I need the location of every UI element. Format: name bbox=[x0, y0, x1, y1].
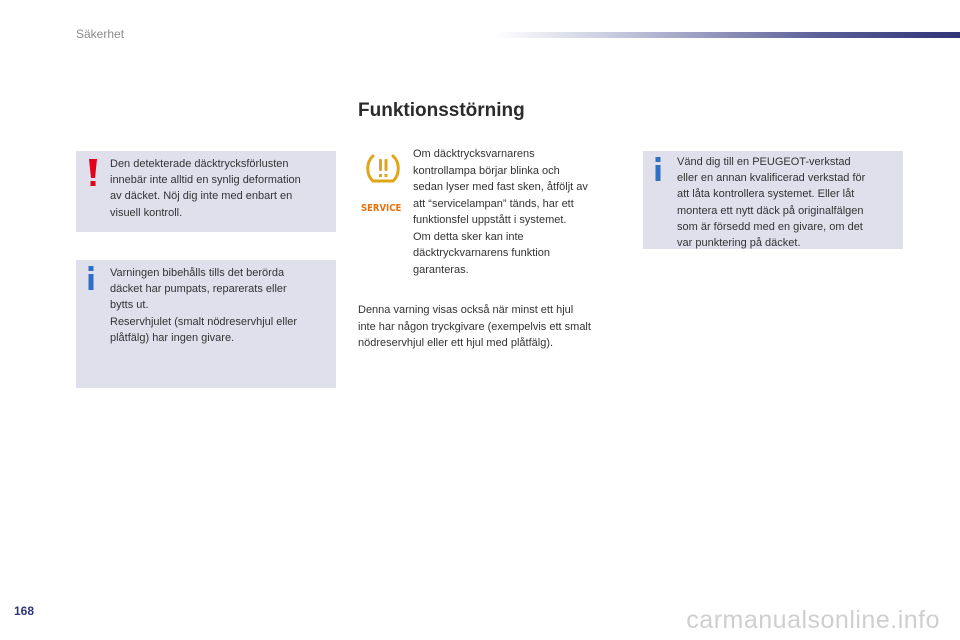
section-title: Säkerhet bbox=[76, 27, 125, 41]
info-line: att låta kontrollera systemet. Eller låt bbox=[677, 188, 855, 201]
info-text-left bbox=[110, 265, 297, 346]
info-line: Reservhjulet (smalt nödreservhjul eller bbox=[110, 315, 298, 328]
page-number: 168 bbox=[14, 604, 35, 618]
paragraph-line: att “servicelampan” tänds, har ett bbox=[413, 197, 574, 210]
info-line: däcket har pumpats, reparerats eller bbox=[110, 283, 287, 296]
sensor-note-paragraph bbox=[358, 302, 591, 352]
page-heading: Funktionsstörning bbox=[358, 100, 525, 121]
service-warning-icon bbox=[361, 203, 405, 216]
info-line: Varningen bibehålls tills det berörda bbox=[110, 267, 285, 279]
paragraph-line: Om detta sker kan inte bbox=[413, 230, 524, 243]
info-line: plåtfälg) har ingen givare. bbox=[110, 331, 235, 344]
info-icon bbox=[86, 266, 96, 290]
paragraph-line: Denna varning visas också när minst ett hjul bbox=[358, 304, 574, 316]
paragraph-line: sedan lyser med fast sken, åtföljt av bbox=[413, 181, 588, 193]
info-text-right bbox=[677, 154, 865, 251]
paragraph-line: kontrollampa börjar blinka och bbox=[413, 164, 560, 177]
paragraph-line: nödreservhjul eller ett hjul med plåtfälg). bbox=[358, 337, 554, 349]
info-box-right bbox=[643, 151, 903, 249]
paragraph-line: garanteras. bbox=[413, 263, 469, 276]
info-icon bbox=[653, 157, 663, 181]
warning-exclamation-icon bbox=[86, 158, 100, 188]
warning-box bbox=[76, 151, 336, 232]
warning-text bbox=[110, 156, 301, 221]
watermark: carmanualsonline.info bbox=[686, 606, 940, 634]
malfunction-paragraph bbox=[413, 146, 588, 278]
info-line: var punktering på däcket. bbox=[677, 237, 801, 250]
info-box-left bbox=[76, 260, 336, 388]
info-line: eller en annan kvalificerad verkstad för bbox=[677, 172, 866, 185]
info-line: bytts ut. bbox=[110, 299, 149, 312]
header-gradient-bar bbox=[495, 32, 960, 38]
warning-line: innebär inte alltid en synlig deformation bbox=[110, 174, 301, 187]
warning-line: av däcket. Nöj dig inte med enbart en bbox=[110, 190, 293, 203]
info-line: montera ett nytt däck på originalfälgen bbox=[677, 204, 864, 217]
warning-line: visuell kontroll. bbox=[110, 206, 183, 219]
tire-pressure-warning-icon bbox=[364, 153, 402, 187]
paragraph-line: inte har någon tryckgivare (exempelvis ett smalt bbox=[358, 320, 591, 333]
paragraph-line: funktionsfel uppstått i systemet. bbox=[413, 214, 567, 226]
warning-line: Den detekterade däcktrycksförlusten bbox=[110, 158, 289, 170]
paragraph-line: Om däcktrycksvarnarens bbox=[413, 148, 535, 160]
service-label: SERVICE bbox=[361, 203, 402, 214]
info-line: som är försedd med en givare, om det bbox=[677, 220, 863, 233]
paragraph-line: däcktryckvarnarens funktion bbox=[413, 247, 550, 259]
info-line: Vänd dig till en PEUGEOT-verkstad bbox=[677, 156, 851, 168]
